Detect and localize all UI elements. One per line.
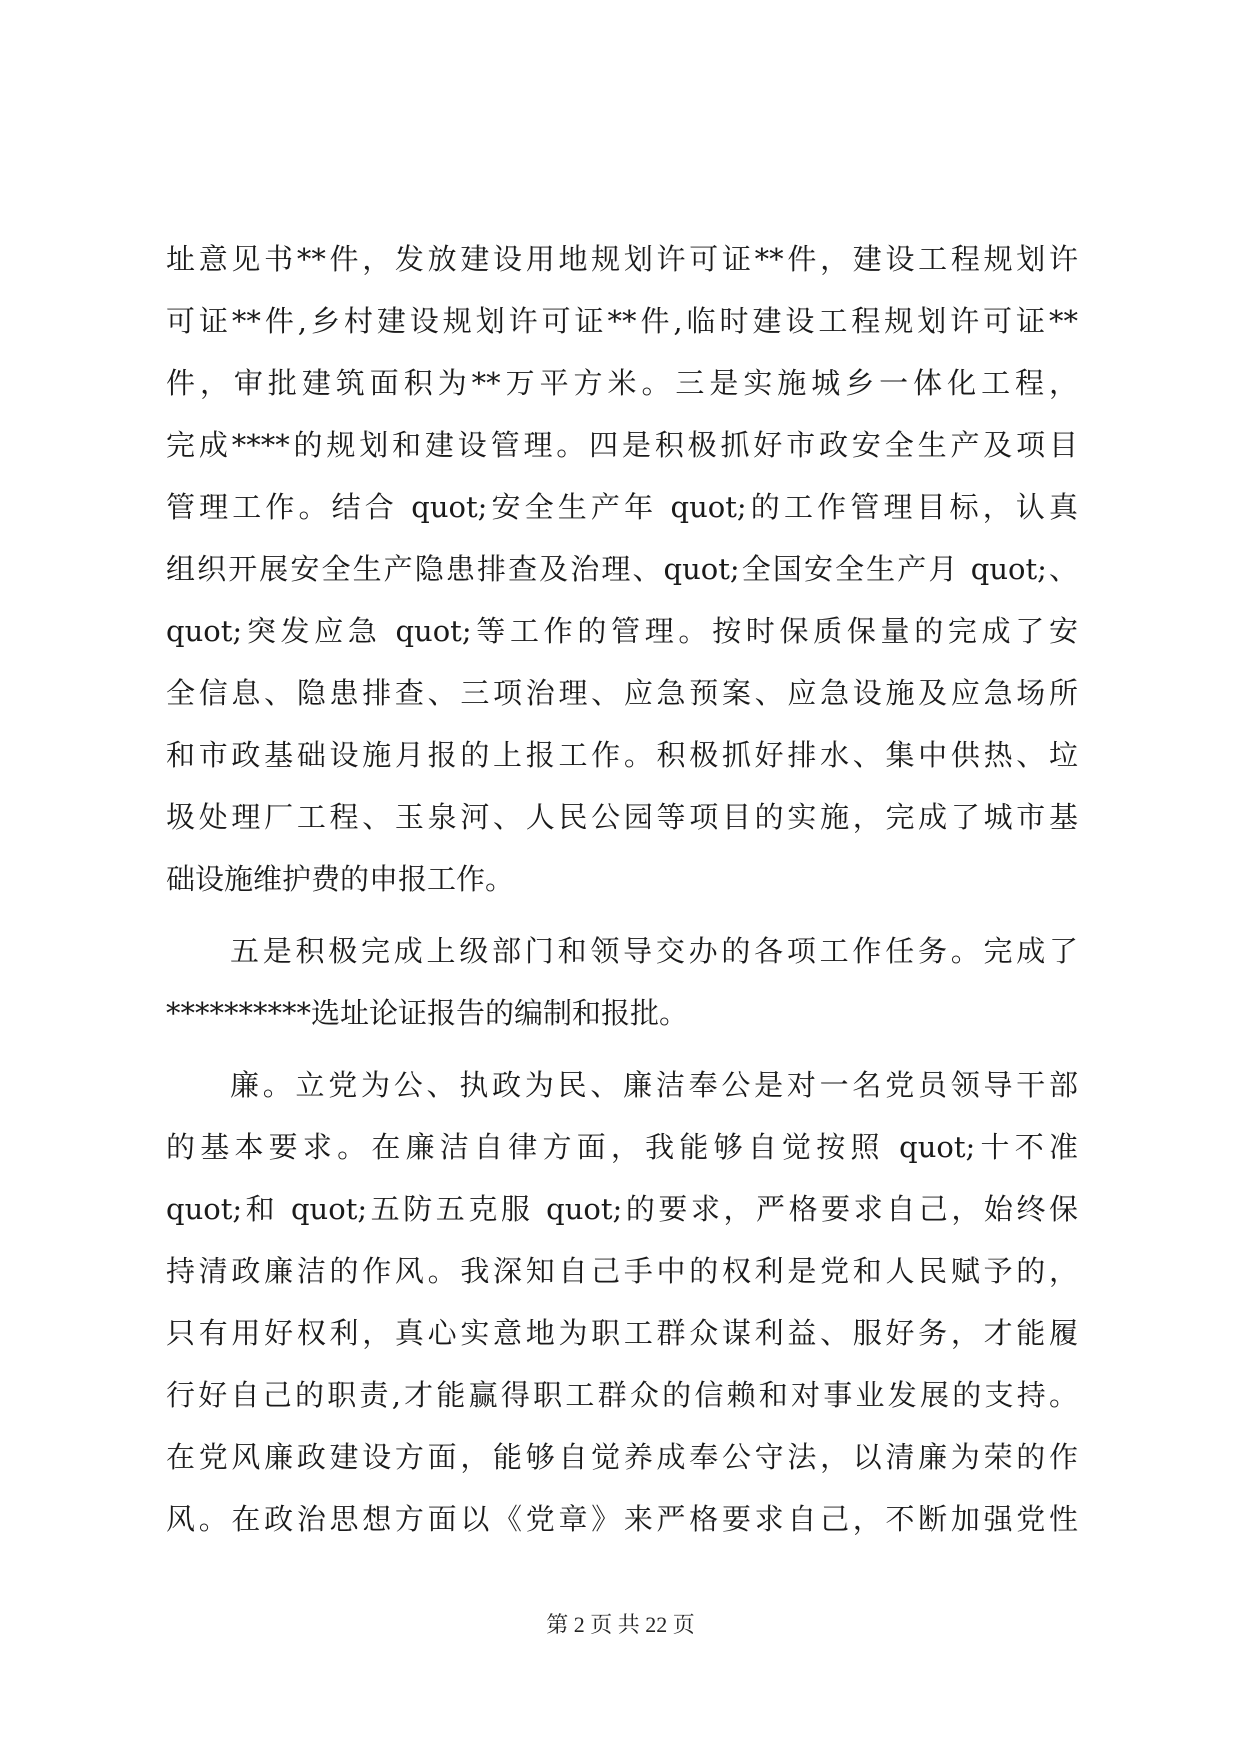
text-line: 廉。立党为公、执政为民、廉洁奉公是对一名党员领导干部: [230, 1068, 1078, 1102]
text-line: 组织开展安全生产隐患排查及治理、quot;全国安全生产月 quot;、: [166, 552, 1078, 586]
text-line: 础设施维护费的申报工作。: [166, 862, 515, 896]
text-line: 圾处理厂工程、玉泉河、人民公园等项目的实施，完成了城市基: [166, 800, 1078, 834]
text-line: 和市政基础设施月报的上报工作。积极抓好排水、集中供热、垃: [166, 738, 1078, 772]
text-line: 可证**件,乡村建设规划许可证**件,临时建设工程规划许可证**: [166, 304, 1078, 338]
text-line: 完成****的规划和建设管理。四是积极抓好市政安全生产及项目: [166, 428, 1078, 462]
text-line: 行好自己的职责,才能赢得职工群众的信赖和对事业发展的支持。: [166, 1378, 1078, 1412]
paragraph: [166, 228, 1078, 910]
text-line: 在党风廉政建设方面，能够自觉养成奉公守法，以清廉为荣的作: [166, 1440, 1078, 1474]
text-line: 五是积极完成上级部门和领导交办的各项工作任务。完成了: [230, 934, 1078, 968]
text-line: 址意见书**件，发放建设用地规划许可证**件，建设工程规划许: [166, 242, 1078, 276]
text-line: quot;和 quot;五防五克服 quot;的要求，严格要求自己，始终保: [166, 1192, 1078, 1226]
text-line: 只有用好权利，真心实意地为职工群众谋利益、服好务，才能履: [166, 1316, 1078, 1350]
paragraph: [166, 920, 1078, 1044]
text-line: **********选址论证报告的编制和报批。: [166, 996, 689, 1030]
page-number-footer: 第 2 页 共 22 页: [546, 1612, 695, 1637]
document-body: [166, 228, 1078, 1550]
text-line: 全信息、隐患排查、三项治理、应急预案、应急设施及应急场所: [166, 676, 1078, 710]
text-line: 持清政廉洁的作风。我深知自己手中的权利是党和人民赋予的，: [166, 1254, 1078, 1288]
text-line: 的基本要求。在廉洁自律方面，我能够自觉按照 quot;十不准: [166, 1130, 1078, 1164]
paragraph: [166, 1054, 1078, 1550]
text-line: quot;突发应急 quot;等工作的管理。按时保质保量的完成了安: [166, 614, 1078, 648]
text-line: 件，审批建筑面积为**万平方米。三是实施城乡一体化工程，: [166, 366, 1078, 400]
text-line: 管理工作。结合 quot;安全生产年 quot;的工作管理目标，认真: [166, 490, 1078, 524]
text-line: 风。在政治思想方面以《党章》来严格要求自己，不断加强党性: [166, 1502, 1078, 1536]
